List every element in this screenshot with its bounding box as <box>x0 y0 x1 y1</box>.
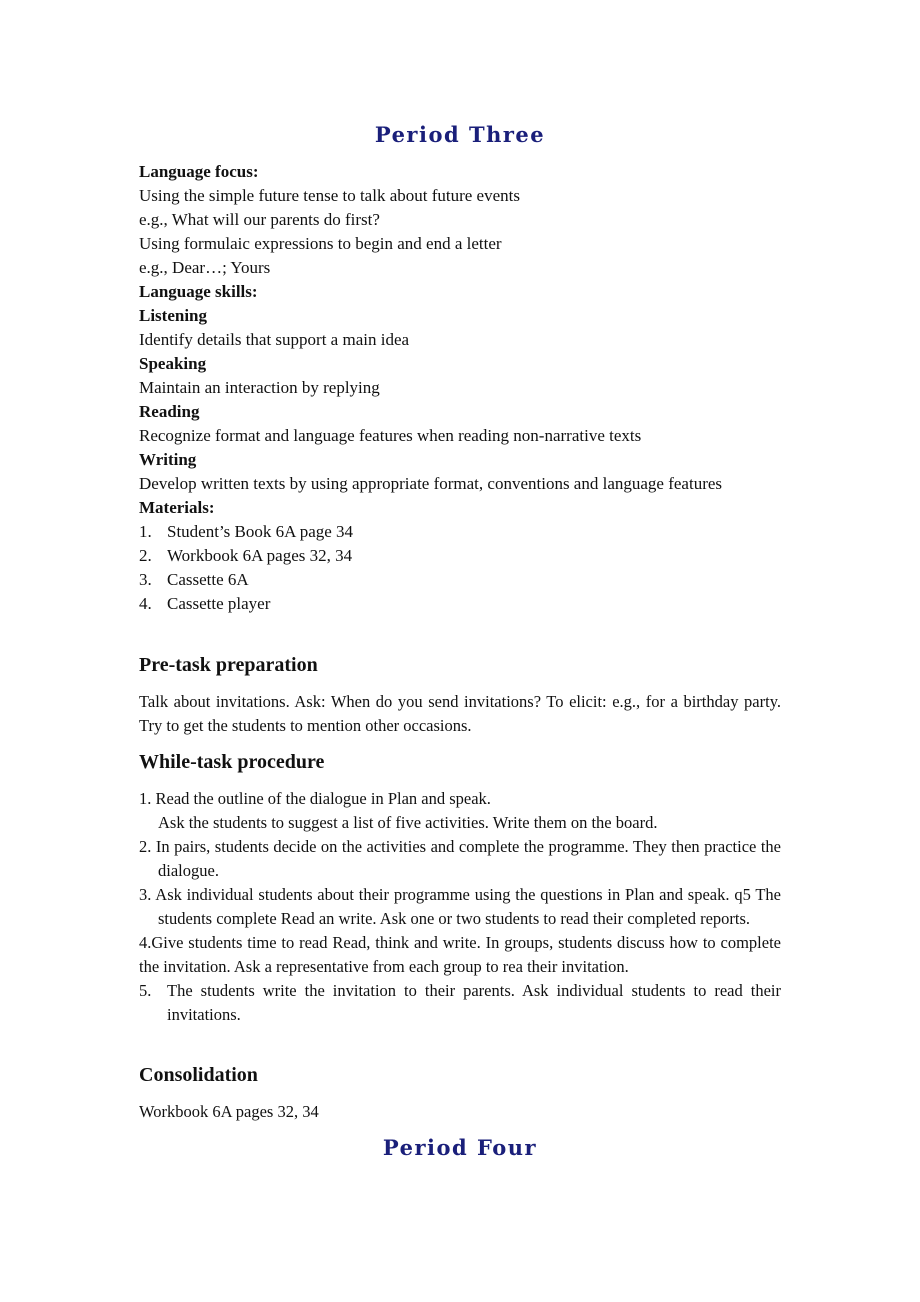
list-item <box>139 544 781 568</box>
writing-text: Develop written texts by using appropriate format, conventions and language features <box>139 474 723 493</box>
step-5-number: 5. <box>139 981 152 1000</box>
while-task-heading: While-task procedure <box>139 751 325 773</box>
speaking-text: Maintain an interaction by replying <box>139 378 380 397</box>
reading-label: Reading <box>139 402 200 421</box>
listening-label: Listening <box>139 306 208 325</box>
item-number: 2. <box>139 546 152 565</box>
speaking-label: Speaking <box>139 354 207 373</box>
list-item <box>139 520 781 544</box>
focus-line: Using formulaic expressions to begin and end a letter <box>139 234 502 253</box>
step-5 <box>139 979 781 1027</box>
step-4: 4.Give students time to read Read, think and write. In groups, students discuss how to complete the invitation. Ask a representative from each group to rea their invitation. <box>139 933 781 976</box>
item-text: Cassette 6A <box>167 570 249 589</box>
step-5-text: The students write the invitation to their parents. Ask individual students to read their invitations. <box>167 981 781 1024</box>
step-3: 3. Ask individual students about their programme using the questions in Plan and speak. q5 The students complete Read an write. Ask one or two students to read their completed reports. <box>139 885 781 928</box>
item-number: 1. <box>139 522 152 541</box>
materials-label: Materials: <box>139 498 215 517</box>
lesson-objectives <box>139 160 781 616</box>
pre-task-text: Talk about invitations. Ask: When do you send invitations? To elicit: e.g., for a birthday party. Try to get the students to mention other occasions. <box>139 692 781 735</box>
item-number: 4. <box>139 594 152 613</box>
focus-line: e.g., What will our parents do first? <box>139 210 380 229</box>
while-task-steps <box>139 787 781 1027</box>
step-1-line-1: 1. Read the outline of the dialogue in Plan and speak. <box>139 789 491 808</box>
listening-text: Identify details that support a main idea <box>139 330 410 349</box>
item-number: 3. <box>139 570 152 589</box>
list-item <box>139 592 781 616</box>
writing-label: Writing <box>139 450 197 469</box>
list-item <box>139 568 781 592</box>
focus-line: Using the simple future tense to talk about future events <box>139 186 520 205</box>
item-text: Cassette player <box>167 594 271 613</box>
item-text: Workbook 6A pages 32, 34 <box>167 546 353 565</box>
language-skills-label: Language skills: <box>139 282 258 301</box>
reading-text: Recognize format and language features when reading non-narrative texts <box>139 426 642 445</box>
language-focus-label: Language focus: <box>139 162 259 181</box>
step-2: 2. In pairs, students decide on the activities and complete the programme. They then practice the dialogue. <box>139 837 781 880</box>
consolidation-text: Workbook 6A pages 32, 34 <box>139 1102 319 1121</box>
consolidation-heading: Consolidation <box>139 1064 258 1086</box>
item-text: Student’s Book 6A page 34 <box>167 522 354 541</box>
materials-list <box>139 520 781 616</box>
step-1-line-2: Ask the students to suggest a list of five activities. Write them on the board. <box>158 813 658 832</box>
period-four-title: Period Four <box>382 1135 538 1160</box>
period-three-title: Period Three <box>374 122 546 147</box>
pre-task-heading: Pre-task preparation <box>139 654 318 676</box>
focus-line: e.g., Dear…; Yours <box>139 258 271 277</box>
